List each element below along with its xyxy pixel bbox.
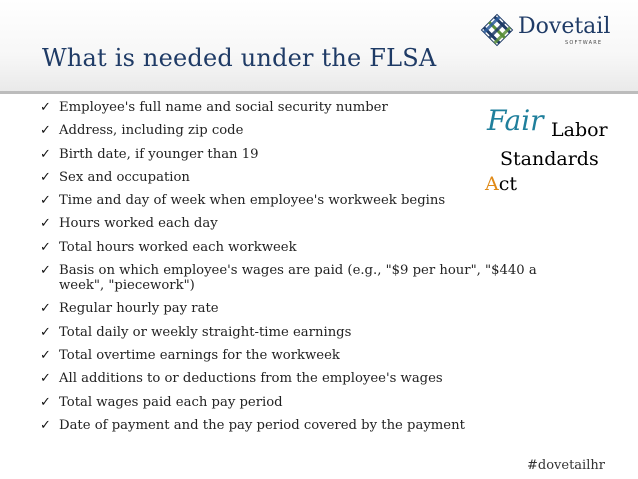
list-item xyxy=(40,216,580,231)
checkmark-icon: ✓ xyxy=(40,146,51,162)
list-item xyxy=(40,240,580,255)
logo-subtitle: SOFTWARE xyxy=(565,40,603,46)
checkmark-icon: ✓ xyxy=(40,324,51,340)
checkmark-icon: ✓ xyxy=(40,100,51,115)
checkmark-icon: ✓ xyxy=(40,417,51,433)
checkmark-icon: ✓ xyxy=(40,123,51,139)
list-item-text: All additions to or deductions from the employee's wages xyxy=(59,371,443,387)
header-divider xyxy=(0,91,638,94)
checkmark-icon: ✓ xyxy=(40,301,51,317)
flsa-standards-word: Standards xyxy=(500,148,599,170)
flsa-act-rest: ct xyxy=(498,173,518,195)
list-item xyxy=(40,371,580,386)
checkmark-icon: ✓ xyxy=(40,193,51,209)
list-item-text: Regular hourly pay rate xyxy=(59,301,219,317)
hashtag: #dovetailhr xyxy=(527,458,605,473)
logo-name: Dovetail xyxy=(518,14,611,39)
list-item xyxy=(40,348,580,363)
list-item-text: Employee's full name and social security number xyxy=(59,100,388,115)
flsa-act-word xyxy=(485,173,517,195)
checkmark-icon: ✓ xyxy=(40,239,51,255)
list-item-text: Birth date, if younger than 19 xyxy=(59,146,259,162)
checkmark-icon: ✓ xyxy=(40,263,51,279)
list-item xyxy=(40,301,580,316)
flsa-act-first-letter: A xyxy=(485,173,499,195)
list-item-text: Total overtime earnings for the workweek xyxy=(59,347,340,363)
page-title: What is needed under the FLSA xyxy=(42,44,437,72)
list-item-text: Total hours worked each workweek xyxy=(59,239,297,255)
list-item-text: Time and day of week when employee's workweek begins xyxy=(59,193,446,209)
checkmark-icon: ✓ xyxy=(40,394,51,410)
checkmark-icon: ✓ xyxy=(40,216,51,232)
list-item-text: Address, including zip code xyxy=(59,123,244,139)
flsa-fair-word: Fair xyxy=(487,104,544,137)
list-item-text: Hours worked each day xyxy=(59,216,218,232)
list-item xyxy=(40,263,580,293)
dovetail-logo xyxy=(479,12,629,48)
list-item-text: Basis on which employee's wages are paid (e.g., "$9 per hour", "$440 a week", "piecework") xyxy=(59,263,537,294)
flsa-labor-word: Labor xyxy=(551,119,608,141)
list-item-text: Total wages paid each pay period xyxy=(59,394,283,410)
list-item xyxy=(40,418,580,433)
list-item-text: Date of payment and the pay period covered by the payment xyxy=(59,417,465,433)
checkmark-icon: ✓ xyxy=(40,347,51,363)
checkmark-icon: ✓ xyxy=(40,169,51,185)
flsa-graphic xyxy=(485,104,635,204)
list-item-text: Total daily or weekly straight-time earnings xyxy=(59,324,352,340)
list-item-text: Sex and occupation xyxy=(59,169,190,185)
list-item xyxy=(40,395,580,410)
dovetail-weave-icon xyxy=(479,12,515,48)
checkmark-icon: ✓ xyxy=(40,371,51,387)
list-item xyxy=(40,325,580,340)
